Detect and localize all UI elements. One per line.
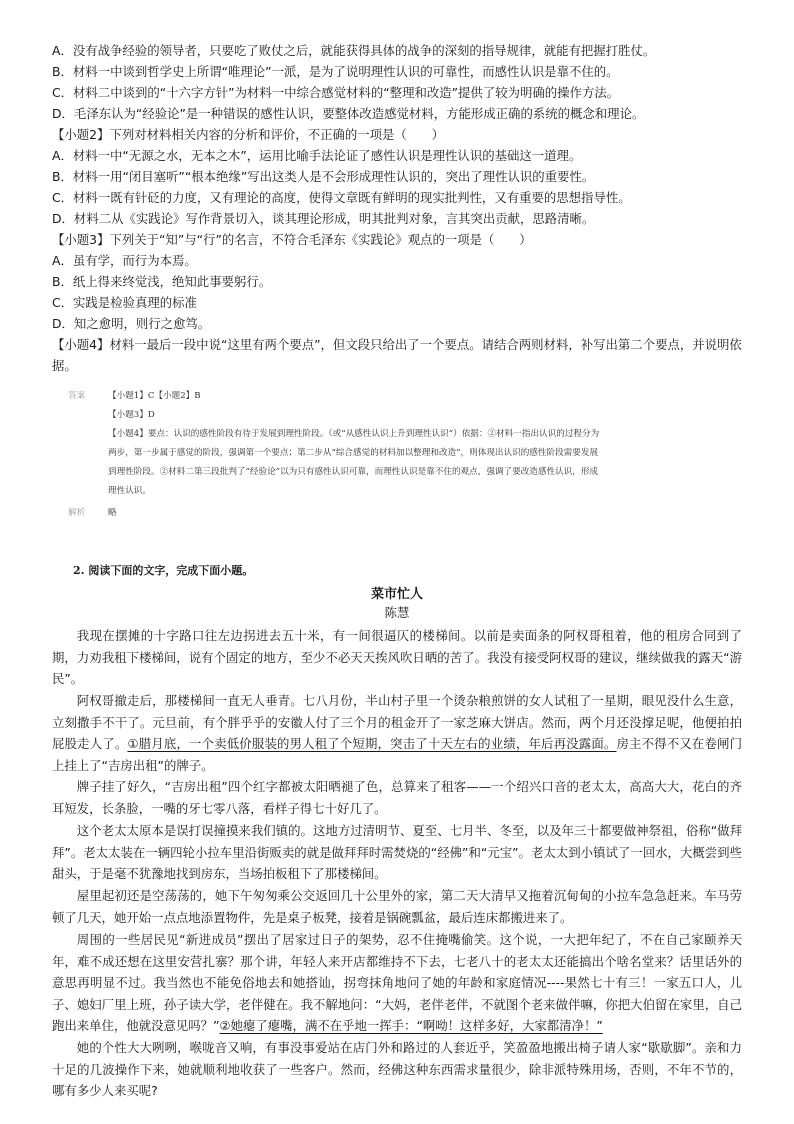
story-paragraph-3: 牌子挂了好久，“吉房出租”四个红字都被太阳晒褪了色，总算来了租客——一个绍兴口音的老太太，高高大大，花白的齐耳短发，长条脸，一嘴的牙七零八落，看样子得七十好几了。	[52, 779, 742, 816]
section-2-heading: 2. 阅读下面的文字，完成下面小题。	[73, 564, 254, 577]
answer-line: 到理性阶段。②材料二第三段批判了“经验论”以为只有感性认识可靠，而理性认识是靠不住的观点，强调了要改造感性认识，形成	[108, 467, 599, 477]
story-paragraph-6-text: 周围的一些居民见“新进成员”摆出了居家过日子的架势，忍不住掩嘴偷笑。这个说，一大把年纪了，不在自己家颐养天年，难不成还想在这里安营扎寨？那个讲，年轻人来开店都维持不下去，七老八十的老太太还能搞出个啥名堂来？话里话外的意思再明显不过。我当然也不能免俗地去和她搭讪，拐弯抹角地问了她的年龄和家庭情况----果然七十有三！一家五口人，儿子、媳妇厂里上班，孙子读大学，老伴健在。我不解地问：“大妈，老伴老伴，不就图个老来做伴嘛，你把大伯留在家里，自己跑出来单住，他就没意见吗？”	[52, 932, 742, 1034]
q4-stem-line-2: 据。	[52, 358, 77, 373]
story-paragraph-4: 这个老太太原本是误打误撞摸来我们镇的。这地方过清明节、夏至、七月半、冬至，以及年三十都要做神祭祖，俗称“做拜拜”。老太太装在一辆四轮小拉车里沿街贩卖的就是做拜拜时需焚烧的“经佛”和“元宝”。老太太到小镇试了一回水，大概尝到些甜头，于是毫不犹豫地找到房东，当场拍板租下了那楼梯间。	[52, 823, 742, 882]
answer-line: 两步，第一步属于感觉的阶段，强调第一个要点；第二步从“综合感觉的材料加以整理和改造”，则体现出认识的感性阶段需要发展	[108, 448, 599, 458]
answer-label: 答案	[68, 391, 86, 401]
q2-option-a[interactable]: A．材料一中“无源之水，无本之木”，运用比喻手法论证了感性认识是理性认识的基础这一道理。	[52, 148, 582, 163]
q2-option-c[interactable]: C．材料一既有针砭的力度，又有理论的高度，使得文章既有鲜明的现实批判性，又有重要的思想指导性。	[52, 190, 631, 205]
story-paragraph-2-text-b: 房主不得不又在卷闸门上挂上了“吉房出租”的牌子。	[52, 736, 743, 773]
underlined-sentence-1: ①腊月底，一个卖低价服装的男人租了个短期，突击了十天左右的业绩，年后再没露面。	[127, 736, 617, 752]
q3-option-b[interactable]: B．纸上得来终觉浅，绝知此事要躬行。	[52, 274, 272, 289]
story-paragraph-6	[52, 929, 742, 1037]
underlined-sentence-2: ②她瘪了瘪嘴，满不在乎地一挥手：“啊呦！这样多好，大家都清净！”	[219, 1018, 603, 1034]
answer-line: 理性认识。	[108, 486, 151, 496]
story-paragraph-2-text-a: 阿权哥撤走后，那楼梯间一直无人垂青。七八月份，半山村子里一个烫杂粮煎饼的女人试租了一星期，眼见没什么生意，立刻撒手不干了。元旦前，有个胖乎乎的安徽人付了三个月的租金开了一家芝麻大饼店。然而，两个月还没撑足呢，他便拍拍屁股走人了。	[52, 693, 742, 752]
analysis-body: 略	[108, 508, 117, 518]
analysis-label: 解析	[68, 508, 86, 518]
story-paragraph-5: 屋里起初还是空荡荡的，她下午匆匆乘公交返回几十公里外的家，第二天大清早又拖着沉甸甸的小拉车急急赶来。车马劳顿了几天，她开始一点点地添置物件，先是桌子板凳，接着是锅碗瓢盆，最后连床都搬进来了。	[52, 888, 742, 925]
q1-option-d[interactable]: D．毛泽东认为“经验论”是一种错误的感性认识，要整体改造感觉材料，方能形成正确的系统的概念和理论。	[52, 106, 645, 121]
q3-option-a[interactable]: A．虽有学，而行为本焉。	[52, 253, 197, 268]
q3-option-d[interactable]: D．知之愈明，则行之愈笃。	[52, 316, 211, 331]
analysis-block	[68, 504, 728, 524]
q1-option-a[interactable]: A．没有战争经验的领导者，只要吃了败仗之后，就能获得具体的战争的深刻的指导规律，就能有把握打胜仗。	[52, 43, 656, 58]
q4-stem-line-1: 【小题4】材料一最后一段中说“这里有两个要点”，但文段只给出了一个要点。请结合两则材料，补写出第二个要点，并说明依	[52, 337, 742, 352]
q2-option-b[interactable]: B．材料一用“闭目塞听”“根本绝缘”写出这类人是不会形成理性认识的，突出了理性认识的重要性。	[52, 169, 595, 184]
story-paragraph-2	[52, 690, 742, 776]
answer-line: 【小题4】要点：认识的感性阶段有待于发展到理性阶段。（或“从感性认识上升到理性认识”）依据：②材料一指出认识的过程分为	[108, 429, 600, 439]
story-paragraph-1: 我现在摆摊的十字路口往左边拐进去五十米，有一间很逼仄的楼梯间。以前是卖面条的阿权哥租着，他的租房合同到了期，力劝我租下楼梯间，说有个固定的地方，至少不必天天挨风吹日晒的苦了。我没有接受阿权哥的建议，继续做我的露天“游民”。	[52, 628, 742, 687]
story-title: 菜市忙人	[370, 587, 423, 602]
story-author: 陈慧	[384, 605, 410, 620]
q2-stem: 【小题2】下列对材料相关内容的分析和评价，不正确的一项是（ ）	[52, 127, 444, 142]
q1-option-b[interactable]: B．材料一中谈到哲学史上所谓“唯理论”一派，是为了说明理性认识的可靠性，而感性认识是靠不住的。	[52, 64, 619, 79]
answer-body	[108, 387, 728, 501]
answer-block	[68, 387, 728, 497]
answer-line: 【小题3】D	[108, 410, 155, 420]
q1-option-c[interactable]: C．材料二中谈到的“十六字方针”为材料一中综合感觉材料的“整理和改造”提供了较为明确的操作方法。	[52, 85, 620, 100]
answer-line: 【小题1】C【小题2】B	[108, 391, 201, 401]
q2-option-d[interactable]: D．材料二从《实践论》写作背景切入，谈其理论形成，明其批判对象，言其突出贡献，思路清晰。	[52, 211, 595, 226]
story-paragraph-7: 她的个性大大咧咧，喉咙音又响，有事没事爱站在店门外和路过的人套近乎，笑盈盈地搬出椅子请人家“歇歇脚”。亲和力十足的几波操作下来，她就顺利地收获了一些客户。然而，经佛这种东西需求量很少，除非派特殊用场，否则，不年不节的，哪有多少人来买呢?	[52, 1040, 742, 1099]
q3-stem: 【小题3】下列关于“知”与“行”的名言，不符合毛泽东《实践论》观点的一项是（ ）	[52, 232, 532, 247]
q3-option-c[interactable]: C．实践是检验真理的标准	[52, 295, 197, 310]
